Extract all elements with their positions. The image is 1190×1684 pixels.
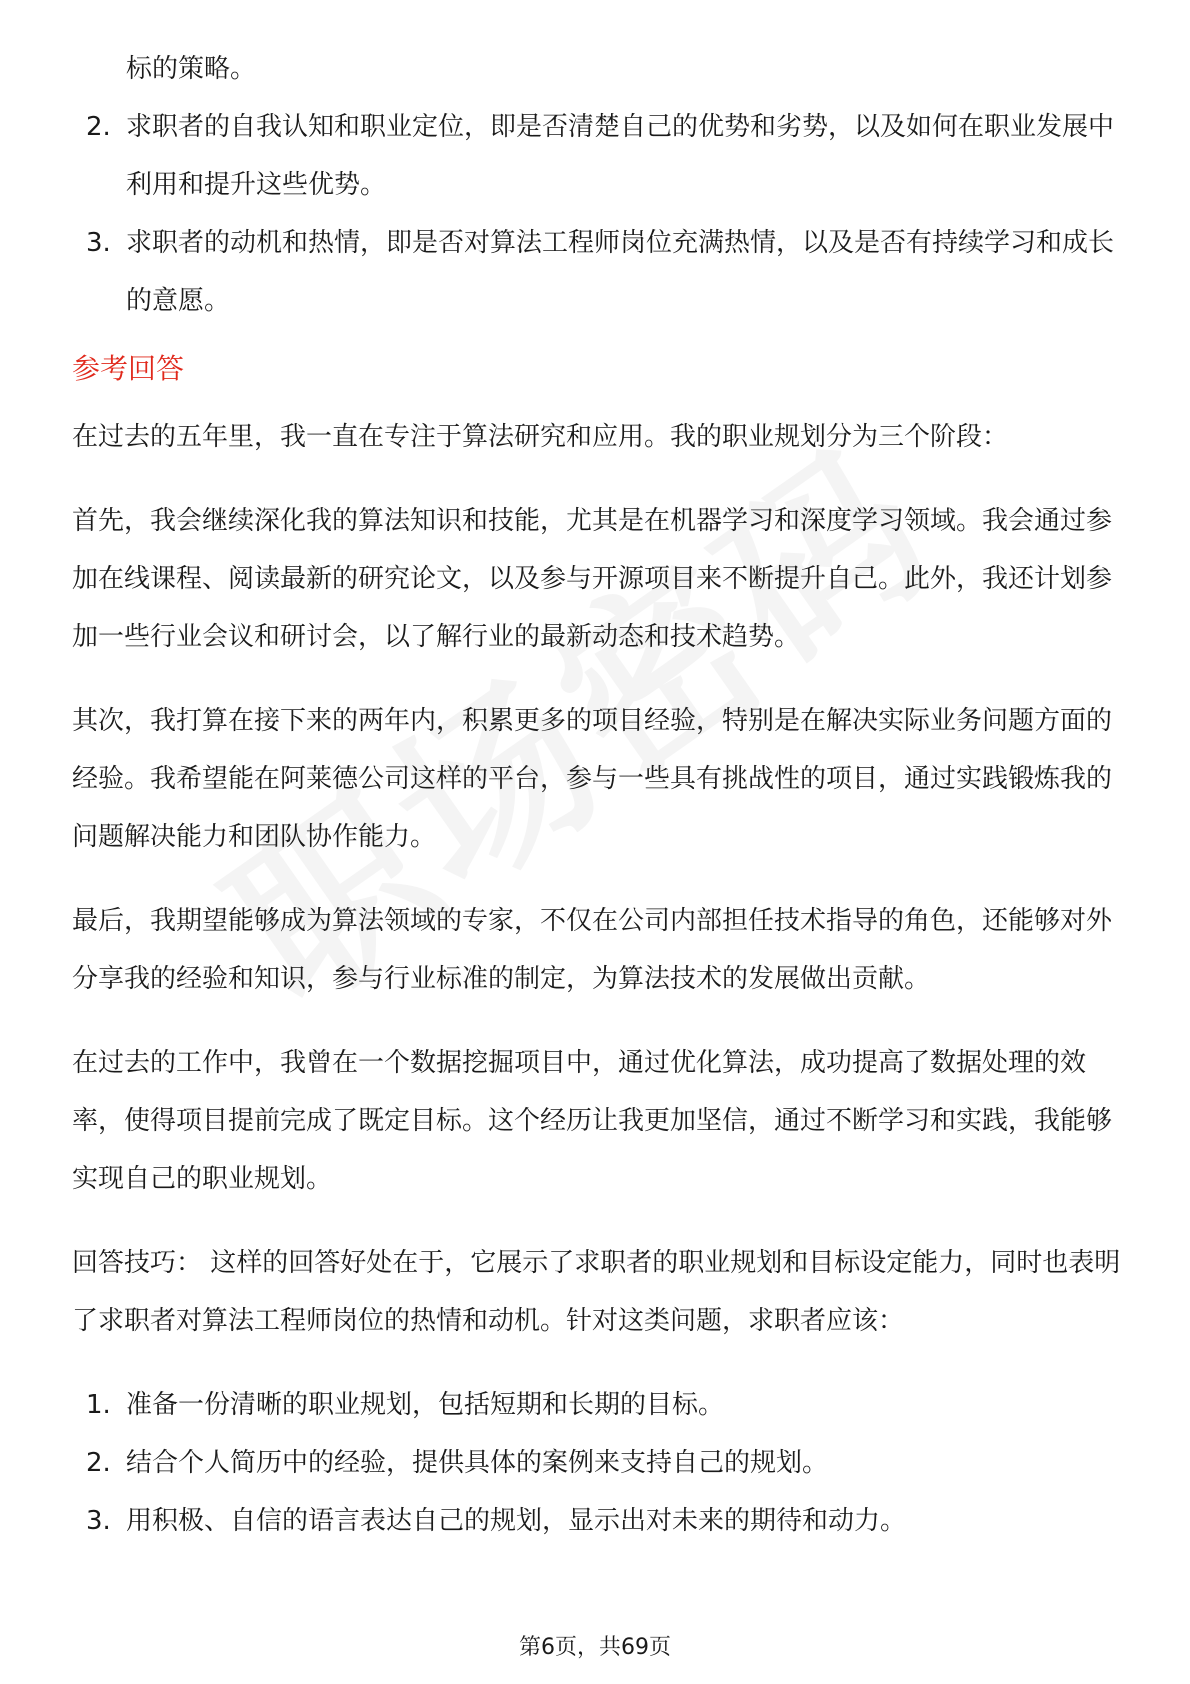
paragraph: 首先，我会继续深化我的算法知识和技能，尤其是在机器学习和深度学习领域。我会通过参加在线课程、阅读最新的研究论文，以及参与开源项目来不断提升自己。此外，我还计划参加一些行业会议和研讨会，以了解行业的最新动态和技术趋势。 [72, 506, 1113, 652]
list-item-text: 准备一份清晰的职业规划，包括短期和长期的目标。 [126, 1390, 725, 1420]
paragraph: 在过去的工作中，我曾在一个数据挖掘项目中，通过优化算法，成功提高了数据处理的效率，使得项目提前完成了既定目标。这个经历让我更加坚信，通过不断学习和实践，我能够实现自己的职业规划。 [72, 1048, 1113, 1194]
list-item-number: 3. [86, 228, 111, 258]
paragraph: 最后，我期望能够成为算法领域的专家，不仅在公司内部担任技术指导的角色，还能够对外分享我的经验和知识，参与行业标准的制定，为算法技术的发展做出贡献。 [72, 906, 1113, 994]
list-item-number: 2. [86, 1448, 111, 1478]
paragraph: 其次，我打算在接下来的两年内，积累更多的项目经验，特别是在解决实际业务问题方面的经验。我希望能在阿莱德公司这样的平台，参与一些具有挑战性的项目，通过实践锻炼我的问题解决能力和团队协作能力。 [72, 706, 1113, 852]
list-item-text: 用积极、自信的语言表达自己的规划，显示出对未来的期待和动力。 [126, 1506, 907, 1536]
section-heading: 参考回答 [72, 352, 185, 385]
list-item-text: 结合个人简历中的经验，提供具体的案例来支持自己的规划。 [126, 1448, 829, 1478]
list-item-text: 求职者的自我认知和职业定位，即是否清楚自己的优势和劣势，以及如何在职业发展中利用和提升这些优势。 [126, 112, 1115, 200]
list-item-number: 3. [86, 1506, 111, 1536]
list-item [72, 98, 1122, 214]
paragraph: 在过去的五年里，我一直在专注于算法研究和应用。我的职业规划分为三个阶段： [72, 422, 1009, 452]
list-item [72, 1492, 1122, 1550]
list-item-number: 1. [86, 1390, 111, 1420]
paragraph: 回答技巧： 这样的回答好处在于，它展示了求职者的职业规划和目标设定能力，同时也表明了求职者对算法工程师岗位的热情和动机。针对这类问题，求职者应该： [72, 1248, 1121, 1336]
page-number: 第6页，共69页 [519, 1635, 671, 1660]
list-item-text: 求职者的动机和热情，即是否对算法工程师岗位充满热情，以及是否有持续学习和成长的意愿。 [126, 228, 1115, 316]
list-item [72, 1376, 1122, 1434]
list-item [72, 1434, 1122, 1492]
page-content [72, 40, 1122, 1550]
list-item-number: 2. [86, 112, 111, 142]
list-item [72, 214, 1122, 330]
list-item-continuation: 标的策略。 [126, 54, 257, 84]
criteria-list [72, 98, 1122, 330]
tips-list [72, 1376, 1122, 1550]
